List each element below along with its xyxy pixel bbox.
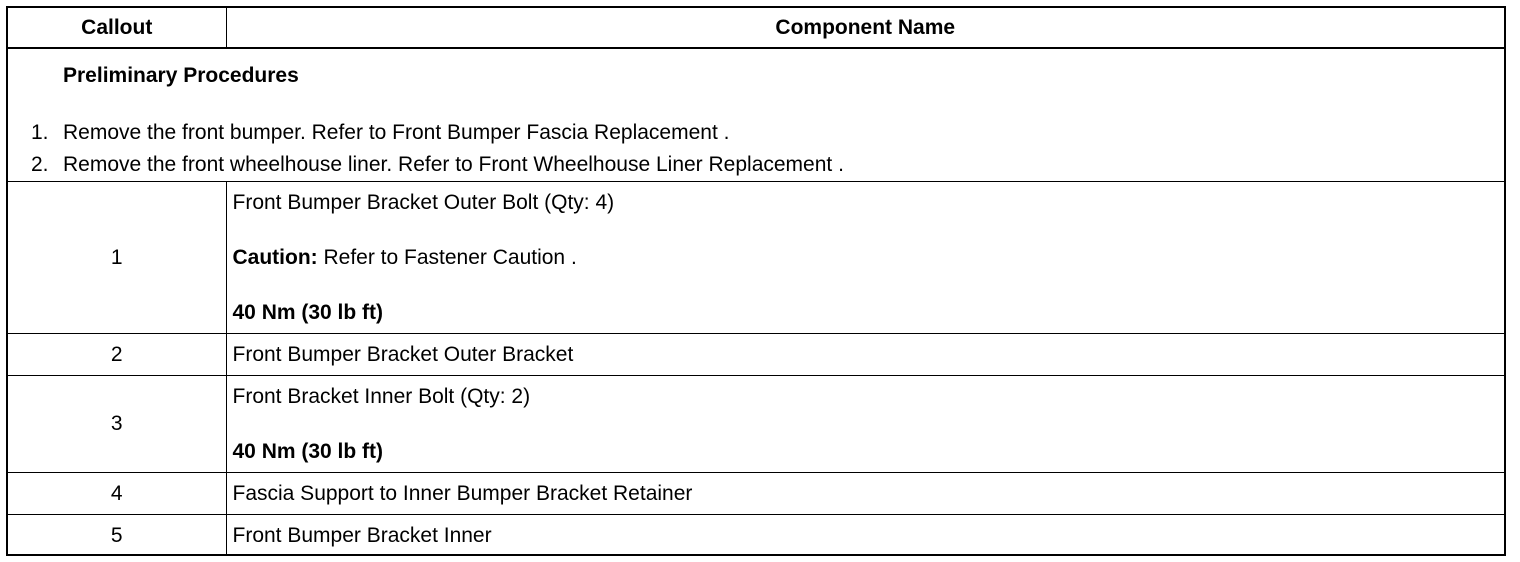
callout-number: 1 [8, 182, 226, 334]
callout-number: 5 [8, 515, 226, 557]
torque-spec: 40 Nm (30 lb ft) [232, 439, 384, 463]
callout-table [8, 8, 1504, 556]
preliminary-steps-list [8, 117, 1504, 181]
list-item [8, 149, 1504, 181]
caution-note [233, 245, 1505, 271]
header-component-name: Component Name [226, 8, 1504, 48]
table-row [8, 515, 1504, 557]
preliminary-procedures-cell [8, 48, 1504, 182]
table-row [8, 473, 1504, 515]
torque-spec: 40 Nm (30 lb ft) [232, 300, 384, 324]
header-callout: Callout [8, 8, 226, 48]
callout-number: 3 [8, 376, 226, 473]
step-number: 1. [31, 121, 49, 144]
step-text: Remove the front wheelhouse liner. Refer to Front Wheelhouse Liner Replacement . [63, 153, 844, 176]
component-name: Front Bumper Bracket Outer Bracket [226, 334, 1504, 376]
preliminary-row [8, 48, 1504, 182]
component-name: Fascia Support to Inner Bumper Bracket Retainer [226, 473, 1504, 515]
callout-table-frame [6, 6, 1506, 556]
component-name: Front Bracket Inner Bolt (Qty: 2) [232, 384, 531, 408]
preliminary-procedures-title: Preliminary Procedures [63, 64, 299, 87]
table-row [8, 182, 1504, 334]
table-row [8, 376, 1504, 473]
step-text: Remove the front bumper. Refer to Front Bumper Fascia Replacement . [63, 121, 730, 144]
caution-label: Caution: [232, 245, 318, 269]
step-number: 2. [31, 153, 49, 176]
table-header-row [8, 8, 1504, 48]
caution-text: Refer to Fastener Caution . [317, 245, 577, 269]
callout-number: 4 [8, 473, 226, 515]
component-cell [226, 182, 1504, 334]
callout-number: 2 [8, 334, 226, 376]
component-cell [226, 376, 1504, 473]
table-row [8, 334, 1504, 376]
component-name: Front Bumper Bracket Outer Bolt (Qty: 4) [232, 190, 615, 214]
component-name: Front Bumper Bracket Inner [226, 515, 1504, 557]
list-item [8, 117, 1504, 149]
